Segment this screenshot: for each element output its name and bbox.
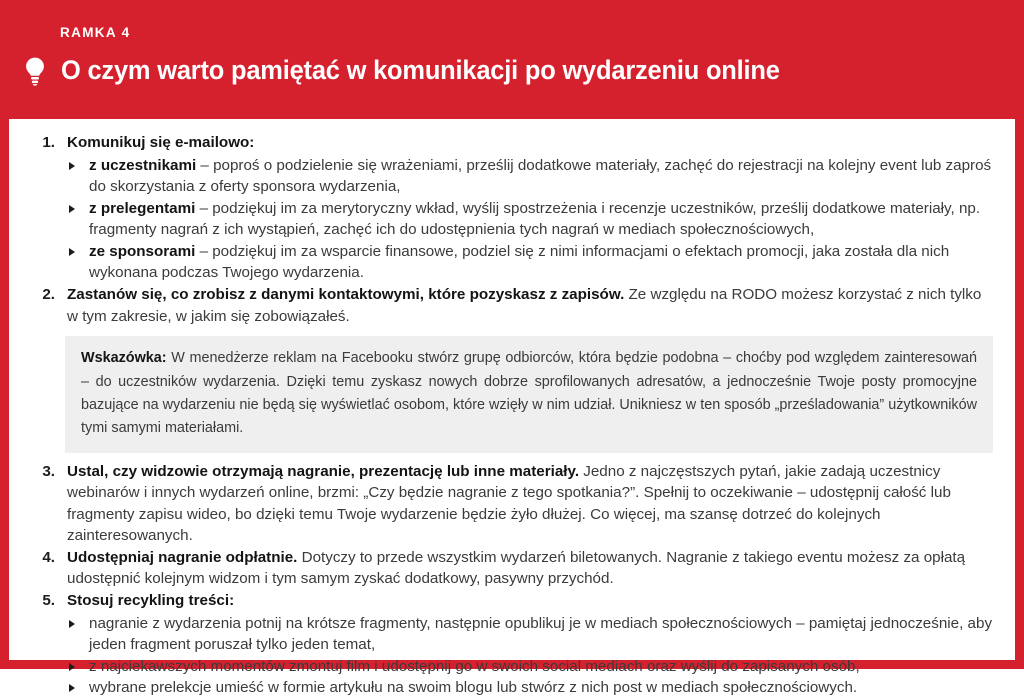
item-text <box>67 547 993 590</box>
item-heading: Udostępniaj nagranie odpłatnie. <box>67 548 298 566</box>
triangle-bullet-icon <box>69 162 75 170</box>
list-item <box>67 198 993 241</box>
triangle-bullet-icon <box>69 620 75 628</box>
item-number: 5. <box>42 591 55 609</box>
item-number: 4. <box>42 548 55 566</box>
sub-item-lead: z uczestnikami <box>89 156 197 174</box>
box-content-sheet <box>9 119 1015 697</box>
list-item <box>67 155 993 198</box>
sub-item-text: – podziękuj im za merytoryczny wkład, wyślij spostrzeżenia i recenzje uczestników, prześlij dodatkowe materiały, np. fragmenty nagrań z ich wystąpień, zachęć ich do udostępnienia tych nagrań w mediach społecznościowych, <box>89 199 981 239</box>
lightbulb-icon <box>18 54 52 88</box>
item-heading: Zastanów się, co zrobisz z danymi kontaktowymi, które pozyskasz z zapisów. <box>67 286 625 304</box>
item-body: Jedno z najczęstszych pytań, jakie zadają uczestnicy webinarów i innych wydarzeń online, brzmi: „Czy będzie nagranie z tego spotkania?”. Spełnij to oczekiwanie – udostępnij całość lub fragmenty zapisu wideo, bo dzięki temu Twoje wydarzenie będzie żyło dłużej. Co więcej, ma szansę dotrzeć do kolejnych zainteresowanych. <box>67 462 951 545</box>
triangle-bullet-icon <box>69 248 75 256</box>
item-body: Ze względu na RODO możesz korzystać z nich tylko w tym zakresie, w jakim się zobowiązałeś. <box>67 286 982 325</box>
item-number: 1. <box>42 134 55 151</box>
box-title-row <box>18 54 1024 88</box>
triangle-bullet-icon <box>69 684 75 692</box>
item-heading: Ustal, czy widzowie otrzymają nagranie, prezentację lub inne materiały. <box>67 462 580 480</box>
item-heading: Komunikuj się e-mailowo: <box>67 134 255 151</box>
sub-item-text: – podziękuj im za wsparcie finansowe, podziel się z nimi informacjami o efektach promocji, jaka została dla nich wykonana podczas Twojego wydarzenia. <box>89 242 950 282</box>
triangle-bullet-icon <box>69 205 75 213</box>
item-text <box>67 284 993 327</box>
item-text <box>67 590 993 612</box>
sub-item-lead: z prelegentami <box>89 199 196 217</box>
tip-callout <box>65 336 993 452</box>
list-item <box>67 656 993 678</box>
item-text <box>67 461 993 547</box>
tips-list <box>31 132 993 327</box>
list-item <box>31 461 993 547</box>
sub-item-text: z najciekawszych momentów zmontuj film i udostępnij go w swoich social mediach oraz wyślij do zapisanych osób, <box>89 657 860 675</box>
item-text <box>67 132 993 154</box>
sub-list <box>67 155 993 284</box>
box-title: O czym warto pamiętać w komunikacji po wydarzeniu online <box>61 54 780 85</box>
tip-lead: Wskazówka: <box>81 350 167 367</box>
triangle-bullet-icon <box>69 663 75 671</box>
tips-list-continued <box>31 461 993 699</box>
box-body-frame <box>0 110 1024 697</box>
tip-text: W menedżerze reklam na Facebooku stwórz grupę odbiorców, która będzie podobna – choćby pod względem zainteresowań – do uczestników wydarzenia. Dzięki temu zyskasz nowych dobrze sprofilowanych adresatów, a jednocześnie Twoje posty promocyjne bazujące na wydarzeniu nie będą się wyświetlać osobom, które wzięły w nim udział. Unikniesz w ten sposób „prześladowania” użytkowników tymi samymi materiałami. <box>81 350 977 437</box>
list-item <box>31 284 993 327</box>
list-item <box>31 132 993 284</box>
list-item <box>67 613 993 656</box>
box-header <box>0 0 1024 110</box>
sub-list <box>67 613 993 699</box>
list-item <box>67 241 993 284</box>
item-body: Dotyczy to przede wszystkim wydarzeń biletowanych. Nagranie z takiego eventu możesz za opłatą udostępnić kolejnym widzom i tym samym zyskać dodatkowy, pasywny przychód. <box>67 548 966 588</box>
sub-item-lead: ze sponsorami <box>89 242 196 260</box>
item-heading: Stosuj recykling treści: <box>67 591 235 609</box>
item-number: 2. <box>42 286 55 304</box>
sub-item-text: nagranie z wydarzenia potnij na krótsze fragmenty, następnie opublikuj je w mediach społecznościowych – pamiętaj jednocześnie, aby jeden fragment poruszał tylko jeden temat, <box>89 614 993 654</box>
sub-item-text: – poproś o podzielenie się wrażeniami, prześlij dodatkowe materiały, zachęć do rejestracji na kolejny event lub zaproś do skorzystania z oferty sponsora wydarzenia, <box>89 156 992 196</box>
list-item <box>31 547 993 590</box>
list-item <box>67 677 993 699</box>
item-number: 3. <box>42 462 55 480</box>
list-item <box>31 590 993 699</box>
sub-item-text: wybrane prelekcje umieść w formie artykułu na swoim blogu lub stwórz z nich post w mediach społecznościowych. <box>89 679 858 697</box>
box-kicker: RAMKA 4 <box>60 25 131 40</box>
